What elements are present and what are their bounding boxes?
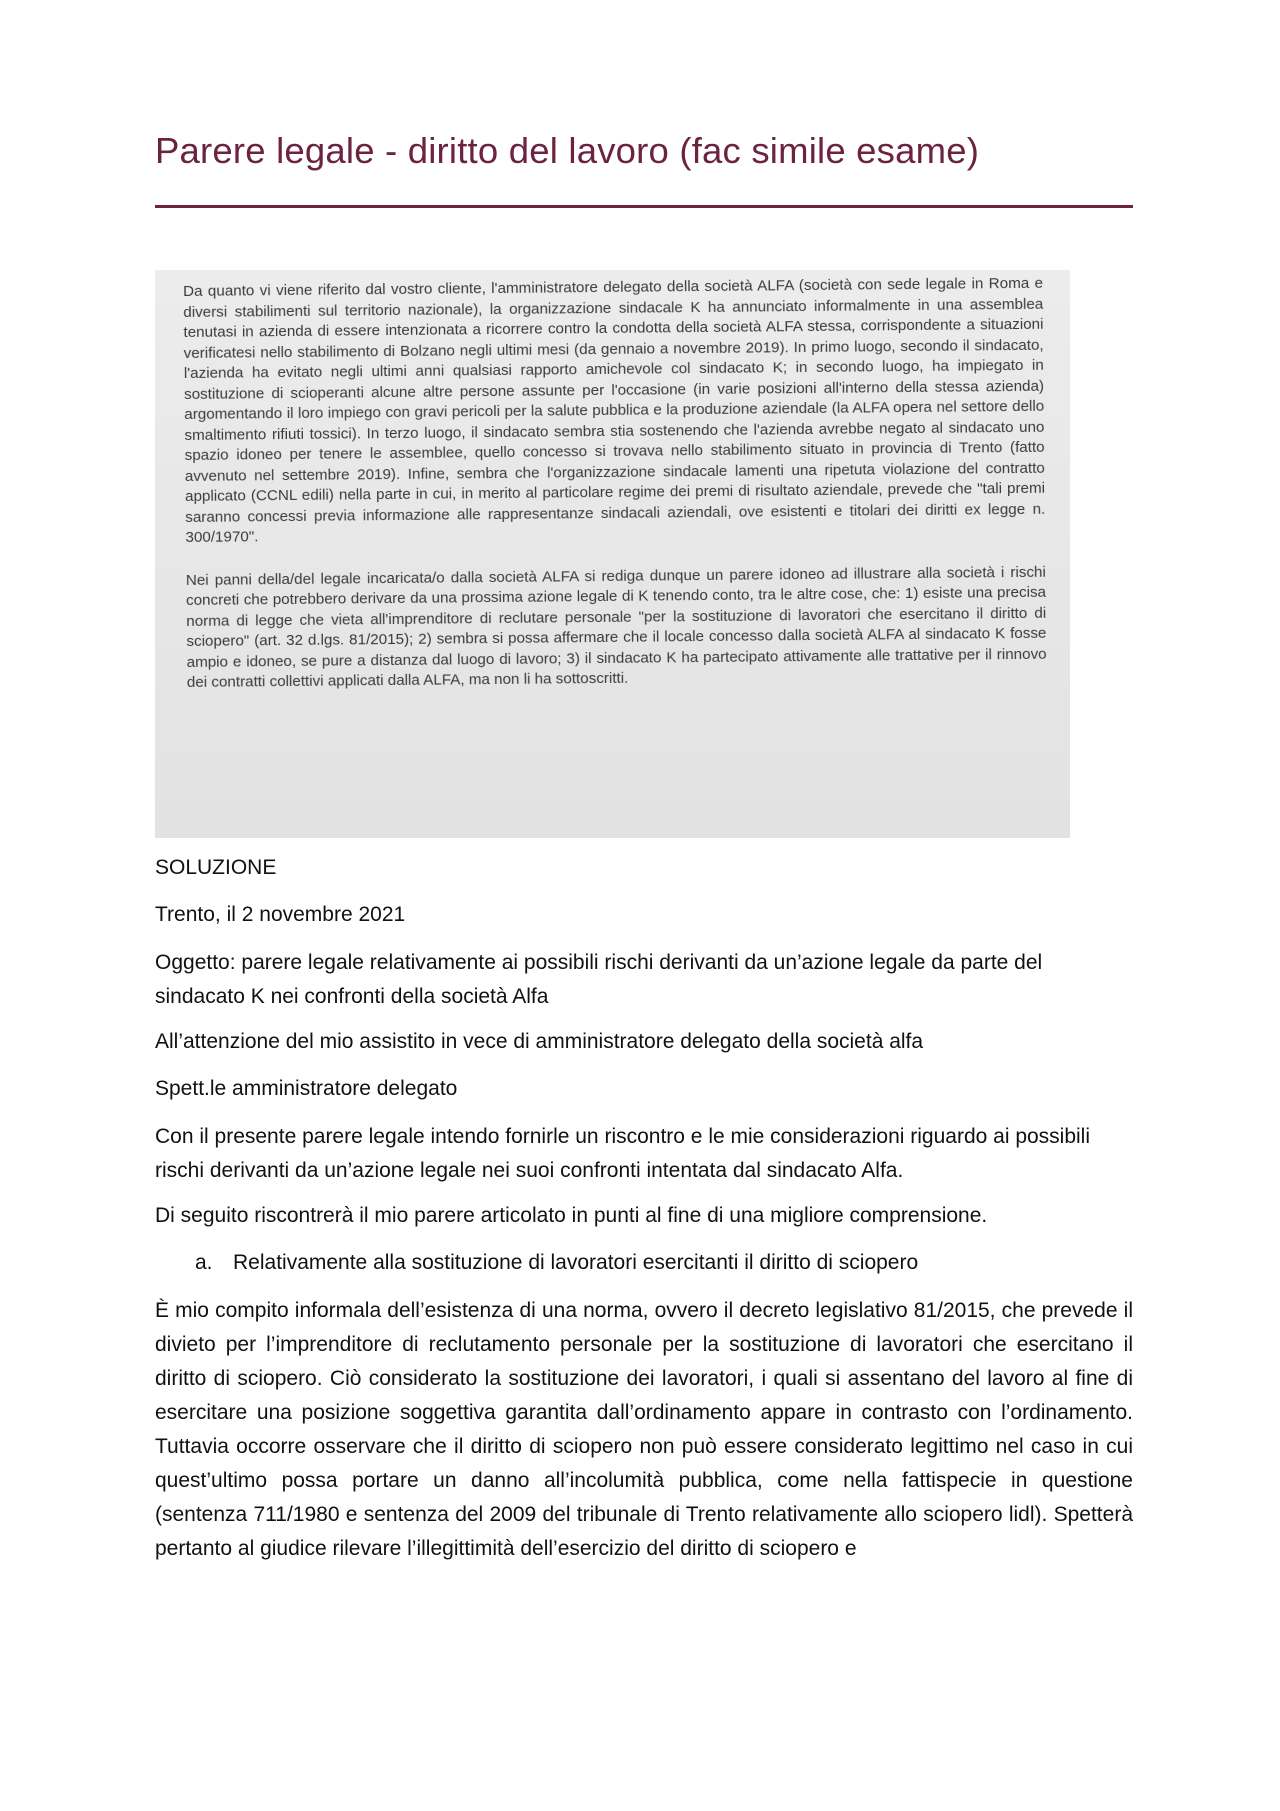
list-item-text: Relativamente alla sostituzione di lavoratori esercitanti il diritto di sciopero [233,1251,919,1274]
page-title: Parere legale - diritto del lavoro (fac simile esame) [155,130,980,171]
followup-paragraph: Di seguito riscontrerà il mio parere articolato in punti al fine di una migliore comprensione. [155,1204,988,1227]
attention-line: All’attenzione del mio assistito in vece di amministratore delegato della società alfa [155,1030,924,1053]
intro-paragraph: Con il presente parere legale intendo fornirle un riscontro e le mie considerazioni riguardo ai possibili rischi derivanti da un’azione legale nei suoi confronti intentata dal sindacato Alfa. [155,1125,1091,1182]
list-item [195,1246,1095,1280]
scan-paragraph-1: Da quanto vi viene riferito dal vostro cliente, l'amministratore delegato della società ALFA (società con sede legale in Roma e diversi stabilimenti sul territorio nazionale), la organizzazione sindacale K ha annunciato informalmente in una assemblea tenutasi in azienda di essere intenzionata a ricorrere contro la condotta della società ALFA stessa, corrispondente a situazioni verificatesi nello stabilimento di Bolzano negli ultimi mesi (da gennaio a novembre 2019). In primo luogo, secondo il sindacato, l'azienda ha evitato negli ultimi anni qualsiasi rapporto amichevole col sindacato K; in secondo luogo, ha impiegato in sostituzione di scioperanti alcune altre persone assunte per l'occasione (in varie posizioni all'interno della stessa azienda) argomentando il loro impiego con gravi pericoli per la salute pubblica e la produzione aziendale (la ALFA opera nel settore dello smaltimento rifiuti tossici). In terzo luogo, il sindacato sembra stia sostenendo che l'azienda avrebbe negato al sindacato uno spazio idoneo per tenere le assemblee, quello concesso si trovava nello stabilimento situato in provincia di Trento (fatto avvenuto nel settembre 2019). Infine, sembra che l'organizzazione sindacale lamenti una ripetuta violazione del contratto applicato (CCNL edili) nella parte in cui, in merito al particolare regime dei premi di risultato aziendale, prevede che "tali premi saranno concessi previa informazione alle rappresentanze sindacali aziendali, ove esistenti e titolari dei diritti ex legge n. 300/1970". [183,274,1046,546]
subject-line: Oggetto: parere legale relativamente ai possibili rischi derivanti da un’azione legale da parte del sindacato K nei confronti della società Alfa [155,951,1043,1008]
place-date: Trento, il 2 novembre 2021 [155,903,406,926]
list-marker: a. [195,1251,213,1274]
analysis-paragraph: È mio compito informala dell’esistenza di una norma, ovvero il decreto legislativo 81/2015, che prevede il divieto per l’imprenditore di reclutamento personale per la sostituzione di lavoratori che esercitano il diritto di sciopero. Ciò considerato la sostituzione dei lavoratori, i quali si assentano del lavoro al fine di esercitare una posizione soggettiva garantita dall’ordinamento appare in contrasto con l’ordinamento. Tuttavia occorre osservare che il diritto di sciopero non può essere considerato legittimo nel caso in cui quest’ultimo possa portare un danno all’incolumità pubblica, come nella fattispecie in questione (sentenza 711/1980 e sentenza del 2009 del tribunale di Trento relativamente allo sciopero lidl). Spetterà pertanto al giudice rilevare l’illegittimità dell’esercizio del diritto di sciopero e [155,1299,1133,1560]
scanned-exam-text [183,274,1047,694]
title-divider [155,205,1133,208]
solution-heading: SOLUZIONE [155,856,277,879]
salutation: Spett.le amministratore delegato [155,1077,458,1100]
scan-paragraph-2: Nei panni della/del legale incaricata/o dalla società ALFA si rediga dunque un parere idoneo ad illustrare alla società i rischi concreti che potrebbero derivare da una prossima azione legale di K tenendo conto, tra le altre cose, che: 1) esiste una precisa norma di legge che vieta all'imprenditore di reclutare personale "per la sostituzione di lavoratori che esercitano il diritto di sciopero" (art. 32 d.lgs. 81/2015); 2) sembra si possa affermare che il locale concesso dalla società ALFA al sindacato K fosse ampio e idoneo, se pure a distanza dal luogo di lavoro; 3) il sindacato K ha partecipato attivamente alle trattative per il rinnovo dei contratti collettivi applicati dalla ALFA, ma non li ha sottoscritti. [185,563,1047,691]
scanned-exam-image [155,270,1070,838]
